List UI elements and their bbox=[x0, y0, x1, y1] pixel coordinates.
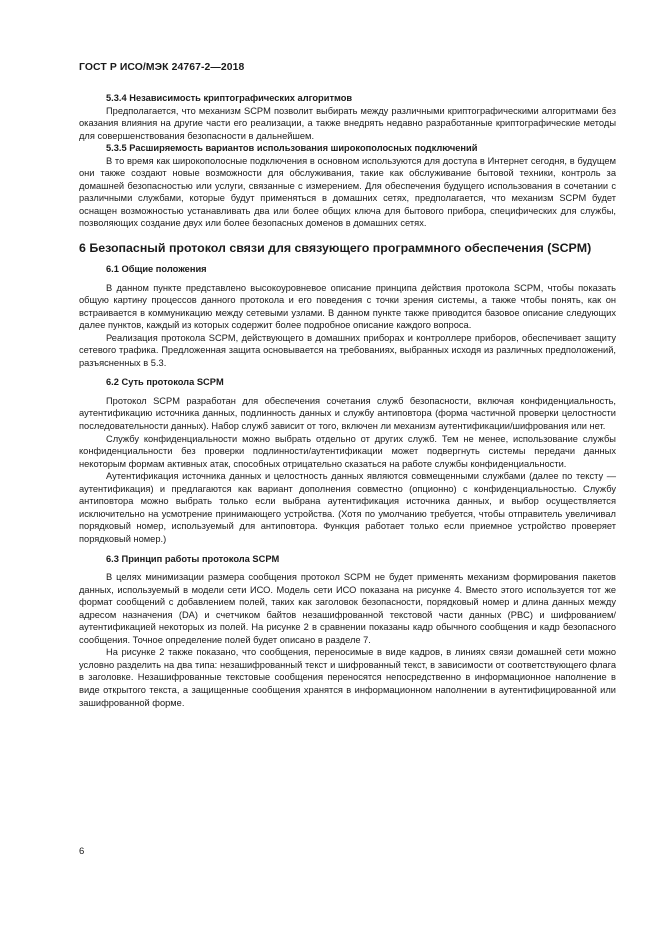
page-number: 6 bbox=[79, 846, 85, 857]
section-5-3-5-title: 5.3.5 Расширяемость вариантов использования широкополосных подключений bbox=[106, 143, 478, 154]
section-6-2-paragraph: Протокол SCPM разработан для обеспечения сочетания служб безопасности, включая конфиденциальность, аутентификацию источника данных, подлинность данных и службу антиповтора (форма частичной проверки целостности последовательности данных). Набор служб зависит от того, включен ли механизм аутентификации/шифрования или нет. bbox=[79, 395, 616, 432]
section-6-2-heading: 6.2 Суть протокола SCPM bbox=[106, 377, 224, 388]
section-6-2-paragraph: Аутентификация источника данных и целостность данных являются совмещенными службами (далее по тексту — аутентификация) и предлагаются как вариант дополнения совместно (опционно) с конфиденциальностью. Службу антиповтора можно выбрать только если выбрана аутентификация источника данных, и выбор осуществляется исключительно на усмотрение принимающего устройства. (Хотя по умолчанию требуется, чтобы отправитель увеличивал порядковый номер, используемый для антиповтора. Функция работает только если приемное устройство проверяет порядковый номер.) bbox=[79, 471, 616, 544]
section-5-3-4-paragraph: Предполагается, что механизм SCPM позволит выбирать между различными криптографическими алгоритмами без оказания влияния на другие части его реализации, а также внедрять недавно разработанные криптографические методы для совершенствования безопасности в дальнейшем. bbox=[79, 105, 616, 141]
section-6-3-heading: 6.3 Принцип работы протокола SCPM bbox=[106, 553, 280, 564]
section-6-1-paragraph: В данном пункте представлено высокоуровневое описание принципа действия протокола SCPM, чтобы показать общую картину процессов данного протокола и его поведения с точки зрения системы, а также чтобы понять, как он встраивается в коммуникацию между сетевыми узлами. В данном пункте также приводится базовое описание следующих далее пунктов, каждый из которых содержит более подробное описание каждого вопроса. bbox=[79, 282, 616, 331]
section-6-2-paragraph: Службу конфиденциальности можно выбрать отдельно от других служб. Тем не менее, использование службы конфиденциальности без проверки подлинности/аутентификации может подвергнуть системы передачи данных некоторым формам активных атак, способных отрицательно сказаться на работе службы конфиденциальности. bbox=[79, 433, 616, 469]
section-6-heading: 6 Безопасный протокол связи для связующего программного обеспечения (SCPM) bbox=[79, 241, 592, 256]
page-content bbox=[79, 92, 616, 709]
section-5-3-4-title: 5.3.4 Независимость криптографических алгоритмов bbox=[106, 93, 353, 103]
section-6-3-paragraph: В целях минимизации размера сообщения протокол SCPM не будет применять механизм формирования пакетов данных, используемый в модели сети ИСО. Модель сети ИСО показана на рисунке 4. Вместо этого используется тот же формат сообщений с добавлением полей, таких как заголовок безопасности, порядковый номер и длина данных между адресом назначения (DA) и счетчиком байтов незашифрованной текстовой части данных (PBC) и шифрованием/аутентификацией некоторых из полей. На рисунке 2 в сравнении показаны кадр обычного сообщения и кадр безопасного сообщения. Точное определение полей будет описано в разделе 7. bbox=[79, 572, 616, 645]
standard-code-header: ГОСТ Р ИСО/МЭК 24767-2—2018 bbox=[79, 62, 245, 73]
section-6-1-paragraph: Реализация протокола SCPM, действующего в домашних приборах и контроллере приборов, обеспечивает защиту сетевого трафика. Предложенная защита основывается на требованиях, выбранных исходя из различных предположений, разъясненных в 5.3. bbox=[79, 332, 616, 368]
section-5-3-5-paragraph: В то время как широкополосные подключения в основном используются для доступа в Интернет сегодня, в будущем они также создают новые возможности для обслуживания, такие как обслуживание бытовой техники, контроль за домашней безопасностью или услуги, связанные с измерением. Для обеспечения будущего использования в сочетании с различными службами, которые будут применяться в домашних сетях, предполагается, что механизм SCPM будет оснащен возможностью устанавливать два или более общих ключа для бытового прибора, специфических для службы, позволяющих создание двух или более безопасных доменов в домашних сетях. bbox=[79, 155, 616, 229]
section-6-3-paragraph: На рисунке 2 также показано, что сообщения, переносимые в виде кадров, в линиях связи домашней сети можно условно разделить на два типа: незашифрованный текст и шифрованный текст, в зависимости от соответствующего флага в заголовке. Незашифрованные текстовые сообщения переносятся непосредственно в информационное наполнение в виде открытого текста, а защищенные сообщения хранятся в информационном наполнении в аутентифицированной или зашифрованной форме. bbox=[79, 647, 616, 708]
section-6-1-heading: 6.1 Общие положения bbox=[106, 264, 207, 275]
